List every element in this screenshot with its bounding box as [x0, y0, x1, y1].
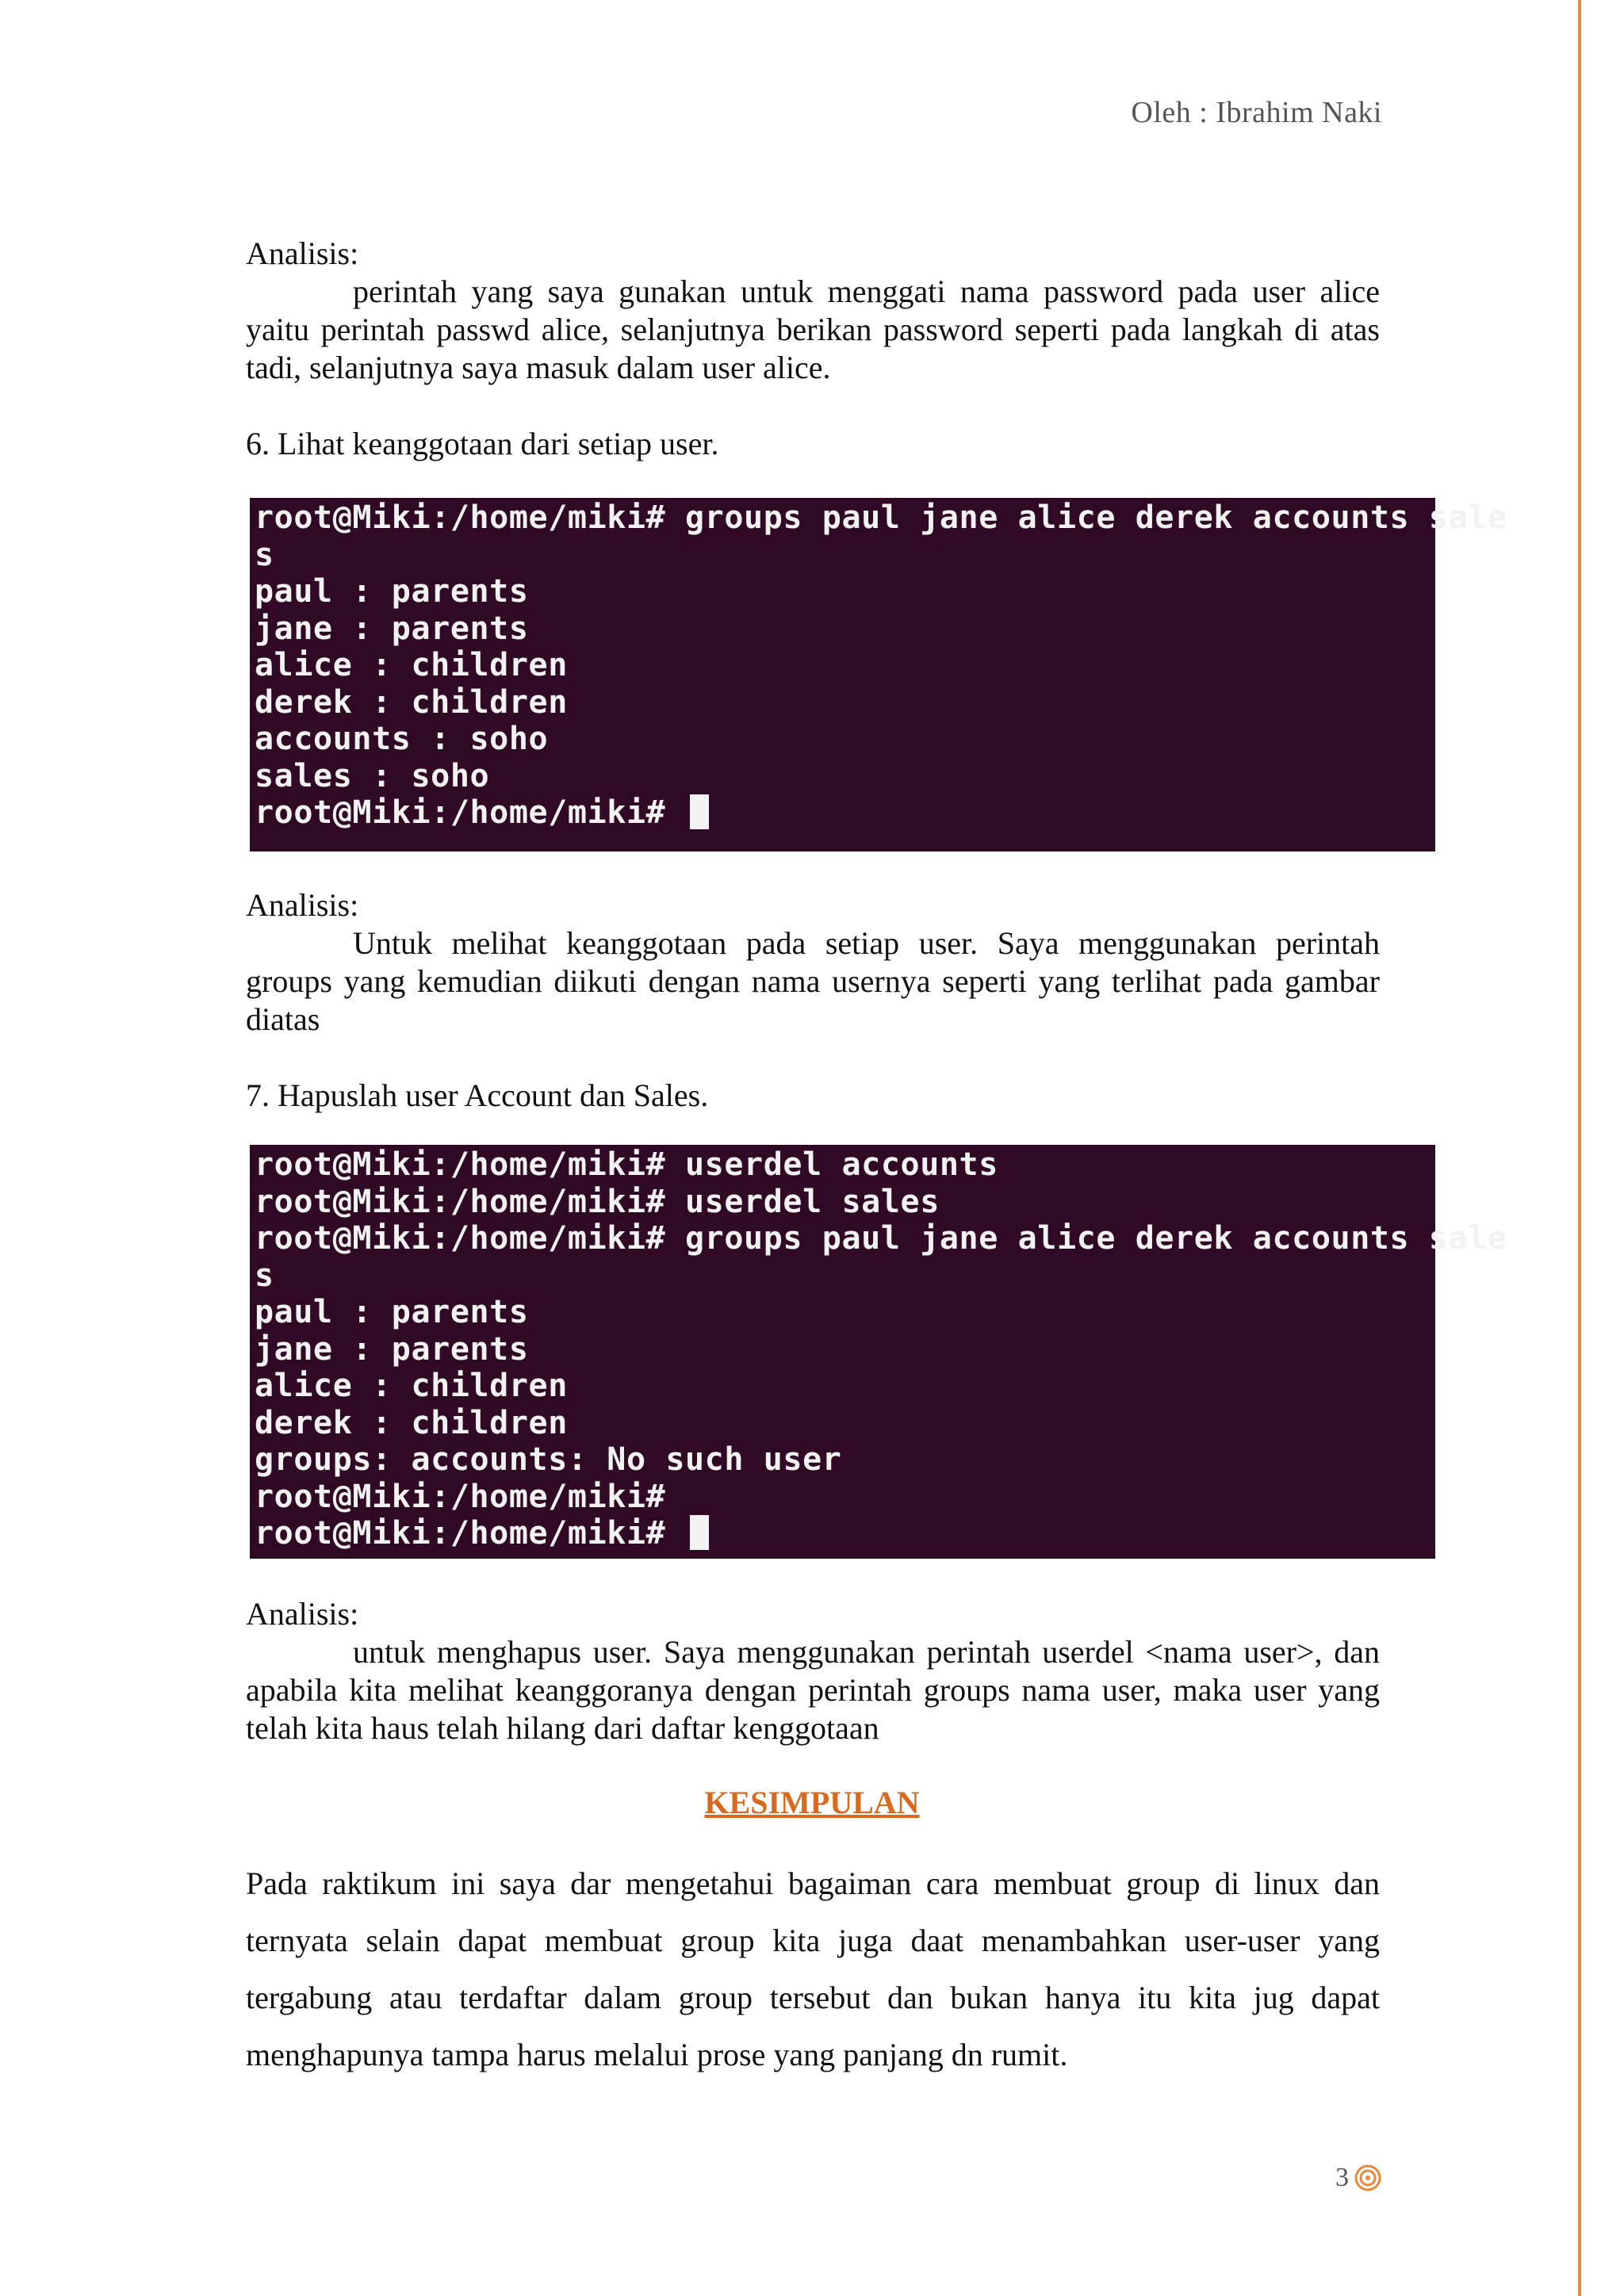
- terminal-cursor: [690, 794, 709, 829]
- step7-title-block: [246, 1077, 1380, 1115]
- terminal-line: s: [255, 536, 274, 573]
- terminal-prompt-line: [255, 794, 1435, 832]
- terminal-line: root@Miki:/home/miki#: [255, 1478, 666, 1515]
- analysis-text: perintah yang saya gunakan untuk menggati nama password pada user alice yaitu perintah passwd alice, selanjutnya berikan password seperti pada langkah di atas tadi, selanjutnya saya masuk dalam user alice.: [246, 274, 1380, 385]
- terminal-line: paul : parents: [255, 573, 529, 610]
- terminal-line: root@Miki:/home/miki# userdel accounts: [255, 1146, 998, 1183]
- target-circle-icon: [1354, 2164, 1382, 2192]
- analysis-label: Analisis:: [246, 235, 359, 271]
- analysis-label: Analisis:: [246, 1596, 359, 1632]
- step7-analysis: [246, 1595, 1380, 1747]
- terminal-prompt-line: [255, 1515, 1435, 1552]
- terminal-line: sales : soho: [255, 757, 490, 794]
- step6-title: 6. Lihat keanggotaan dari setiap user.: [246, 426, 719, 461]
- terminal-prompt: root@Miki:/home/miki#: [255, 1515, 686, 1552]
- terminal-line: alice : children: [255, 647, 568, 683]
- terminal-line: root@Miki:/home/miki# userdel sales: [255, 1183, 940, 1220]
- terminal-line: root@Miki:/home/miki# groups paul jane alice derek accounts sale: [255, 499, 1507, 536]
- analysis-text: Untuk melihat keanggotaan pada setiap user. Saya menggunakan perintah groups yang kemudian diikuti dengan nama usernya seperti yang terlihat pada gambar diatas: [246, 925, 1380, 1037]
- step7-terminal: [250, 1145, 1507, 1559]
- terminal-line: root@Miki:/home/miki# groups paul jane alice derek accounts sale: [255, 1220, 1507, 1257]
- page-number: 3: [1335, 2163, 1349, 2192]
- conclusion-title: KESIMPULAN: [704, 1785, 920, 1820]
- terminal-line: accounts : soho: [255, 721, 549, 757]
- terminal-line: jane : parents: [255, 1330, 529, 1368]
- analysis-label: Analisis:: [246, 887, 359, 923]
- header-author: Oleh : Ibrahim Naki: [1131, 96, 1382, 129]
- terminal-line: s: [255, 1257, 274, 1294]
- terminal-line: groups: accounts: No such user: [255, 1441, 842, 1478]
- terminal-line: derek : children: [255, 1404, 568, 1441]
- page-edge-line: [1578, 0, 1581, 2296]
- conclusion-text: Pada raktikum ini saya dar mengetahui bagaiman cara membuat group di linux dan ternyata selain dapat membuat group kita juga daat menambahkan user-user yang tergabung atau terdaftar dalam group tersebut dan bukan hanya itu kita jug dapat menghapunya tampa harus melalui prose yang panjang dn rumit.: [246, 1866, 1380, 2072]
- page-footer: [1335, 2163, 1382, 2193]
- terminal-line: jane : parents: [255, 610, 529, 647]
- step7-title: 7. Hapuslah user Account dan Sales.: [246, 1077, 709, 1113]
- terminal-line: derek : children: [255, 683, 568, 721]
- terminal-prompt: root@Miki:/home/miki#: [255, 794, 686, 831]
- step6-analysis: [246, 886, 1380, 1039]
- terminal-line: paul : parents: [255, 1294, 529, 1330]
- terminal-cursor: [690, 1515, 709, 1550]
- section1-analysis: [246, 235, 1380, 387]
- step6-terminal: [250, 498, 1507, 851]
- terminal-line: alice : children: [255, 1368, 568, 1404]
- analysis-text: untuk menghapus user. Saya menggunakan perintah userdel <nama user>, dan apabila kita melihat keanggoranya dengan perintah groups nama user, maka user yang telah kita haus telah hilang dari daftar kenggotaan: [246, 1634, 1380, 1746]
- step6-title-block: [246, 425, 1380, 463]
